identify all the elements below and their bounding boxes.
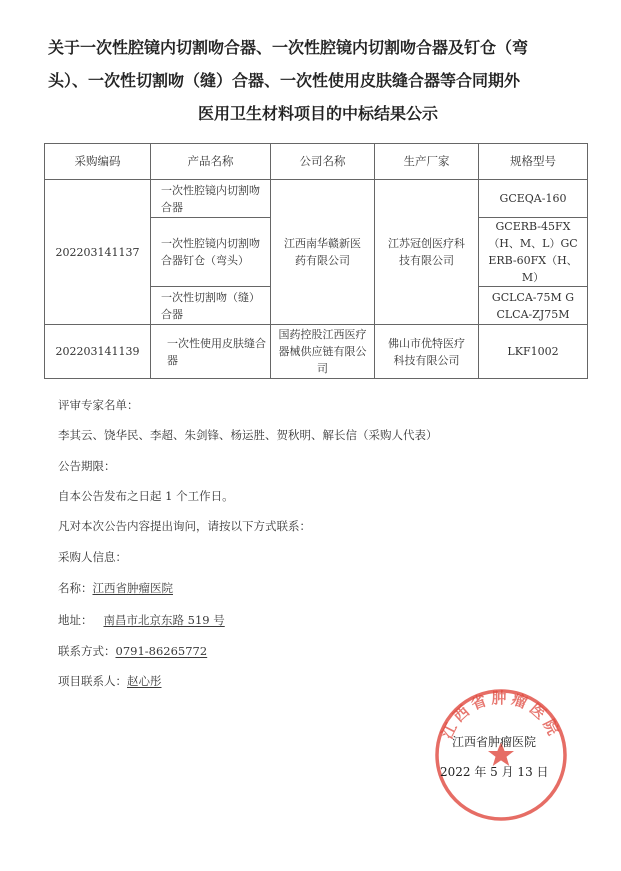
product-name: 一次性腔镜内切割吻合器钉仓（弯头）: [151, 218, 271, 287]
purchaser-label: 采购人信息：: [58, 550, 127, 564]
header-spec: 规格型号: [479, 144, 588, 180]
manufacturer-name: 佛山市优特医疗科技有限公司: [375, 325, 479, 379]
header-manufacturer: 生产厂家: [375, 144, 479, 180]
company-name: 江西南华赣新医药有限公司: [271, 180, 375, 325]
spec-model: GCERB-45FX（H、M、L）GCERB-60FX（H、M）: [479, 218, 588, 287]
title-line-3: 医用卫生材料项目的中标结果公示: [197, 104, 438, 123]
title-line-2: 头）、一次性切割吻（缝）合器、一次性使用皮肤缝合器等合同期外: [48, 71, 521, 90]
table-row: [45, 180, 588, 218]
purchaser-contact-row: [58, 643, 207, 659]
purchaser-name-row: [58, 580, 173, 596]
purchaser-name: 江西省肿瘤医院: [92, 581, 173, 595]
header-product: 产品名称: [151, 144, 271, 180]
period-text: 自本公告发布之日起 1 个工作日。: [58, 489, 234, 503]
address-label: 地址：: [58, 613, 93, 627]
purchaser-person-row: [58, 673, 162, 689]
person-label: 项目联系人：: [58, 674, 127, 688]
signature-organization: 江西省肿瘤医院: [452, 735, 537, 749]
period-label: 公告期限：: [58, 459, 116, 473]
name-label: 名称：: [58, 581, 93, 595]
reviewers-label: 评审专家名单：: [58, 398, 139, 412]
spec-model: GCLCA-75M GCLCA-ZJ75M: [479, 287, 588, 325]
purchaser-address: 南昌市北京东路 519 号: [103, 613, 225, 627]
table-header-row: [45, 144, 588, 180]
product-name: 一次性使用皮肤缝合器: [151, 325, 271, 379]
bid-result-table: [44, 143, 588, 379]
title-line-1: 关于一次性腔镜内切割吻合器、一次性腔镜内切割吻合器及钉仓（弯: [48, 38, 529, 57]
spec-model: LKF1002: [479, 325, 588, 379]
company-name: 国药控股江西医疗器械供应链有限公司: [271, 325, 375, 379]
product-name: 一次性切割吻（缝）合器: [151, 287, 271, 325]
header-code: 采购编码: [45, 144, 151, 180]
signature-date: 2022 年 5 月 13 日: [440, 765, 549, 779]
product-name: 一次性腔镜内切割吻合器: [151, 180, 271, 218]
manufacturer-name: 江苏冠创医疗科技有限公司: [375, 180, 479, 325]
procurement-code: 202203141139: [45, 325, 151, 379]
official-seal-stamp: [432, 686, 570, 824]
inquiry-text: 凡对本次公告内容提出询问，请按以下方式联系：: [58, 519, 311, 533]
contact-label: 联系方式：: [58, 644, 116, 658]
table-row: [45, 325, 588, 379]
purchaser-person: 赵心彤: [127, 674, 162, 688]
seal-ring-text: 江西省肿瘤医院: [437, 689, 565, 742]
spec-model: GCEQA-160: [479, 180, 588, 218]
purchaser-contact: 0791-86265772: [115, 644, 208, 658]
purchaser-address-row: [58, 612, 225, 628]
reviewers-names: 李其云、饶华民、李超、朱剑锋、杨运胜、贺秋明、解长信（采购人代表）: [58, 428, 438, 442]
page-title: [48, 31, 588, 130]
procurement-code: 202203141137: [45, 180, 151, 325]
header-company: 公司名称: [271, 144, 375, 180]
